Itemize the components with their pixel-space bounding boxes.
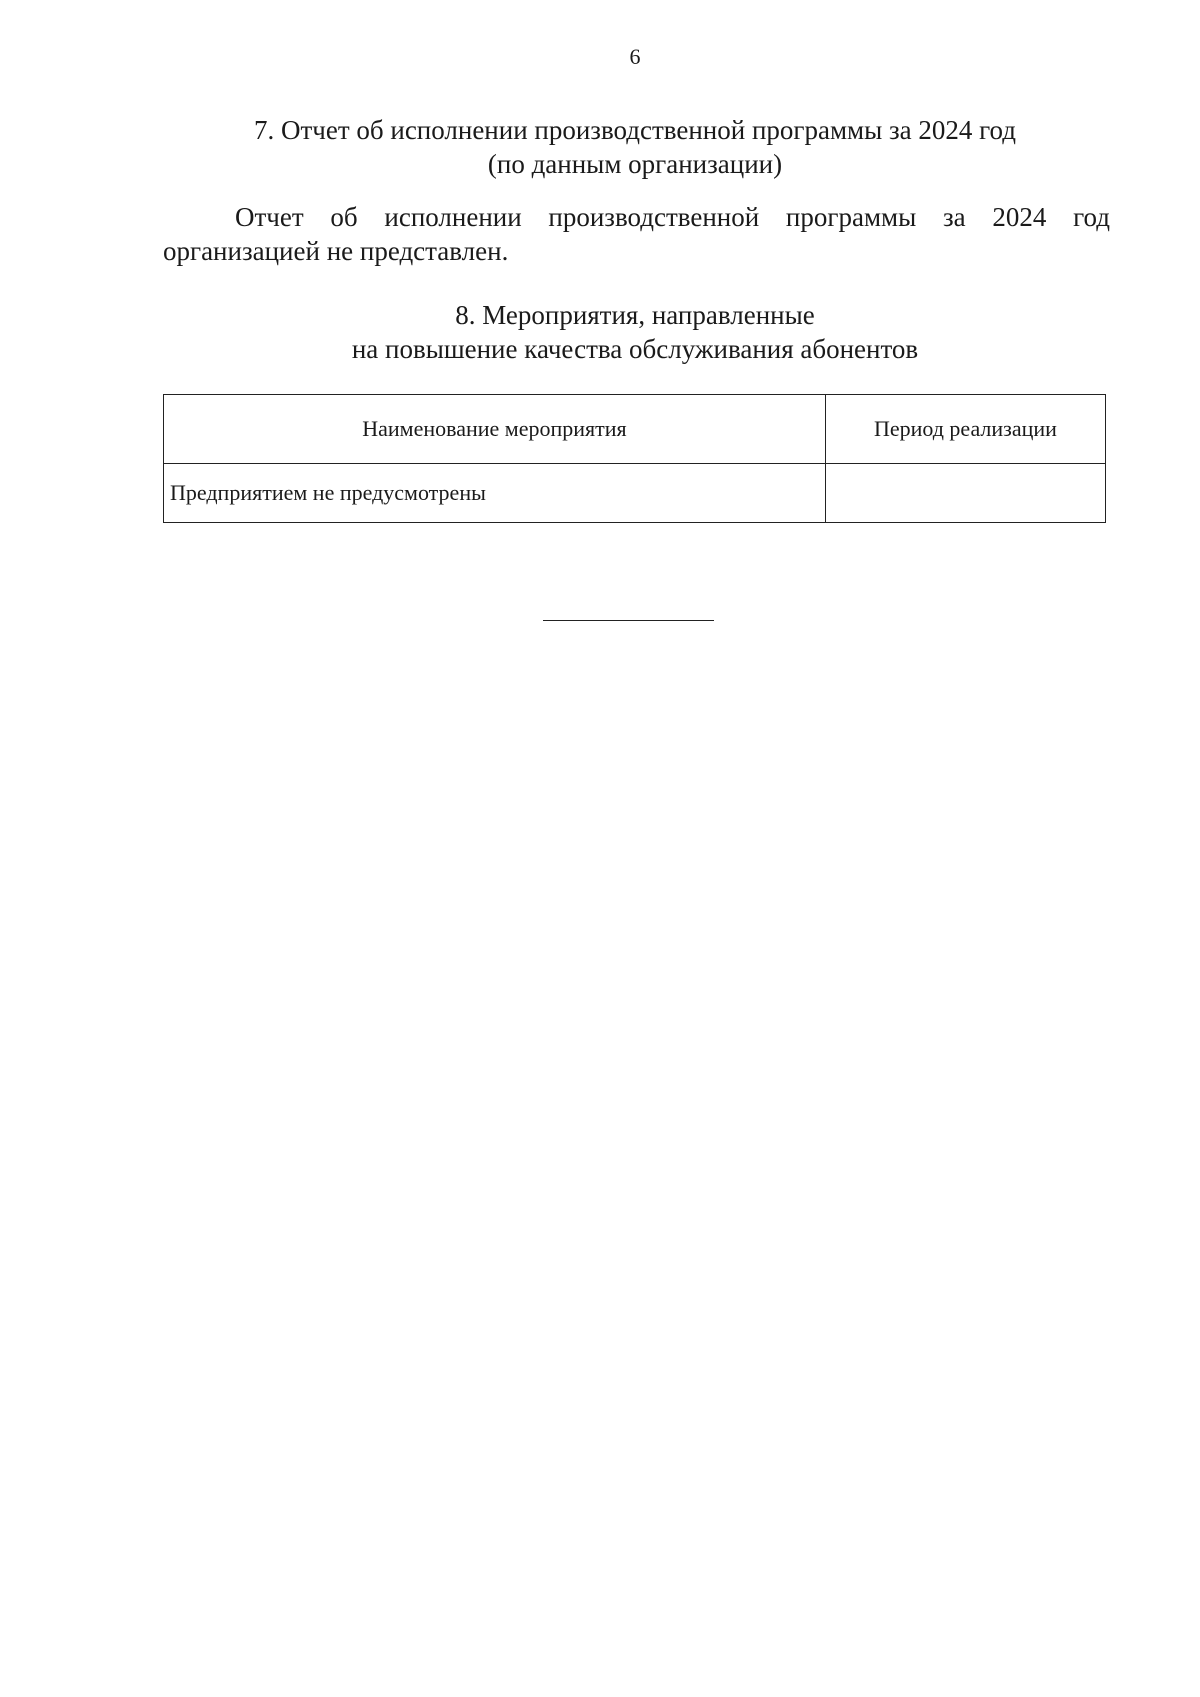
section-7-paragraph: Отчет об исполнении производственной программы за 2024 год организацией не представлен. <box>163 202 1110 266</box>
table-header-row <box>164 395 1106 464</box>
table-cell-period <box>825 464 1105 523</box>
section-7-heading <box>0 113 1200 181</box>
section-8-heading <box>0 298 1200 366</box>
column-header-measure-name: Наименование мероприятия <box>164 395 826 464</box>
section-7-heading-line2: (по данным организации) <box>487 149 783 179</box>
page-number: 6 <box>629 44 641 69</box>
measures-table <box>163 394 1106 523</box>
end-of-document-rule <box>543 620 714 621</box>
section-8-heading-line2: на повышение качества обслуживания абонентов <box>351 334 919 364</box>
table-row <box>164 464 1106 523</box>
section-8-heading-line1: 8. Мероприятия, направленные <box>455 300 815 330</box>
column-header-period: Период реализации <box>825 395 1105 464</box>
section-7-heading-line1: 7. Отчет об исполнении производственной программы за 2024 год <box>253 115 1017 145</box>
table-cell-measure-name: Предприятием не предусмотрены <box>164 464 826 523</box>
